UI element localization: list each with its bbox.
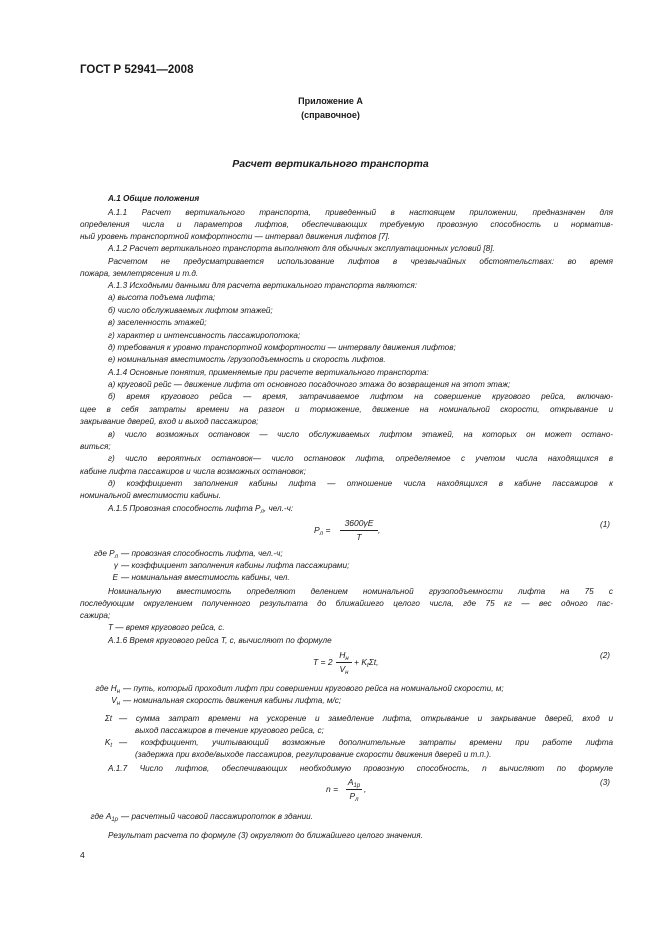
list-item: кабине лифта пассажиров и числа возможных остановок; [80,467,306,476]
fraction-bar [346,789,362,790]
paragraph-line: А.1.5 Провозная способность лифта $P_л$, чел.-ч: [108,504,294,515]
definition-text: — провозная способность лифта, чел.-ч; [121,549,283,558]
definition-text: — сумма затрат времени на ускорение и замедление лифта, открывание и закрывание дверей, вход и [119,714,613,723]
appendix-note: (справочное) [301,110,360,120]
list-item: д) коэффициент заполнения кабины лифта — отношение числа находящихся в кабине пассажиров к [108,479,613,488]
definition-term: где $A_{1р}$ [90,812,118,823]
formula-1-numerator: 3600γE [344,518,374,528]
list-item: щее в себя затраты времени на разгон и торможение, движение на номинальной скорости, открывание и [80,405,613,414]
list-item: д) требования к уровню транспортной комфортности — интервалу движения лифтов; [108,343,456,352]
paragraph-line: Номинальную вместимость определяют делением номинальной грузоподъемности лифта на 75 с [108,587,613,596]
fraction-bar [336,662,352,663]
definition-text: — коэффициент, учитывающий возможные дополнительные затраты времени при работе лифта [119,738,613,747]
formula-1-denominator: T [356,532,362,542]
formula-1-number: (1) [600,520,611,529]
formula-3-number: (3) [600,778,611,787]
definition-term: где $H_н$ [95,684,120,695]
definition-line: T — время кругового рейса, с. [108,623,225,632]
formula-1-lhs: $P_л$ = [314,525,331,537]
list-item: г) характер и интенсивность пассажиропотока; [108,331,301,340]
paragraph-line: А.1.4 Основные понятия, применяемые при расчете вертикального транспорта: [108,368,429,377]
paragraph-line: ный уровень транспортной комфортности — интервал движения лифтов [7]. [80,232,391,241]
definition-term: Σt [104,714,112,723]
page-number: 4 [80,850,85,860]
formula-2-numerator: $H_н$ [339,650,349,662]
list-item: е) номинальная вместимость /грузоподъемность и скорость лифтов. [108,355,386,364]
paragraph-line: определения числа и параметров лифтов, обеспечивающих требуемую провозную способность и норматив- [80,220,613,229]
definition-term: $K_t$ [104,738,112,749]
paragraph-line: А.1.7 Число лифтов, обеспечивающих необходимую провозную способность, n вычисляют по формуле [108,764,613,773]
formula-1-comma: , [378,525,381,535]
definition-term: γ [113,561,118,570]
formula-3-lhs: n = [326,784,339,794]
paragraph-line: Расчетом не предусматривается использование лифтов в чрезвычайных обстоятельствах: во время [108,257,613,266]
definition-term: E [112,573,118,582]
definition-text: — номинальная скорость движения кабины лифта, м/с; [123,696,342,705]
definition-term: где $P_л$ [93,549,118,560]
formula-2-rhs: + $K_t\Sigma t$, [354,657,379,669]
section-heading: А.1 Общие положения [108,194,200,203]
formula-2-number: (2) [600,651,611,660]
paragraph-line: А.1.1 Расчет вертикального транспорта, приведенный в настоящем приложении, предназначен для [108,208,613,217]
formula-2-lhs: T = 2 [313,657,333,667]
paragraph-line: сажира; [80,611,111,620]
paragraph-line: Результат расчета по формуле (3) округляют до ближайшего целого значения. [108,831,423,840]
list-item: закрывание дверей, вход и выход пассажиров; [80,417,259,426]
list-item: в) число возможных остановок — число обслуживаемых лифтом этажей, на которых он может остано- [108,430,613,439]
formula-3-numerator: $A_{1р}$ [347,777,361,789]
definition-text: — коэффициент заполнения кабины лифта пассажирами; [121,561,350,570]
formula-2-denominator: $V_н$ [339,664,349,676]
list-item: номинальной вместимости кабины. [80,491,221,500]
paragraph-line: А.1.2 Расчет вертикального транспорта выполняют для обычных эксплуатационных условий [8]. [108,244,495,253]
definition-text: выход пассажиров в течение кругового рейса, с; [135,726,324,735]
document-header: ГОСТ Р 52941—2008 [80,64,194,76]
list-item: б) время кругового рейса — время, затрачиваемое лифтом на совершение кругового рейса, включаю- [108,392,613,401]
list-item: б) число обслуживаемых лифтом этажей; [108,306,273,315]
appendix-label: Приложение А [298,96,363,106]
list-item: а) круговой рейс — движение лифта от основного посадочного этажа до возвращения на этот этаж; [108,380,511,389]
definition-text: — номинальная вместимость кабины, чел. [121,573,290,582]
list-item: виться; [80,442,111,451]
formula-3-denominator: $P_л$ [349,791,359,803]
paragraph-line: пожара, землетрясения и т.д. [80,269,199,278]
definition-term: $V_н$ [111,696,120,707]
formula-3-comma: , [364,784,367,794]
paragraph-line: А.1.3 Исходными данными для расчета вертикального транспорта являются: [108,281,417,290]
list-item: в) заселенность этажей; [108,318,207,327]
definition-text: (задержка при входе/выходе пассажиров, регулирование скорости движения дверей и т.п.). [135,750,492,759]
definition-text: — путь, который проходит лифт при совершении кругового рейса на номинальной скорости, м; [123,684,504,693]
definition-text: — расчетный часовой пассажиропоток в здании. [121,812,313,821]
paragraph-line: последующим округлением полученного результата до ближайшего целого числа, где 75 кг — вес одного пас- [80,599,613,608]
paragraph-line: А.1.6 Время кругового рейса T, с, вычисляют по формуле [108,636,332,645]
list-item: а) высота подъема лифта; [108,293,216,302]
list-item: г) число вероятных остановок— число остановок лифта, определяемое с учетом числа находящихся в [108,454,613,463]
fraction-bar [340,530,378,531]
appendix-title: Расчет вертикального транспорта [232,158,429,170]
